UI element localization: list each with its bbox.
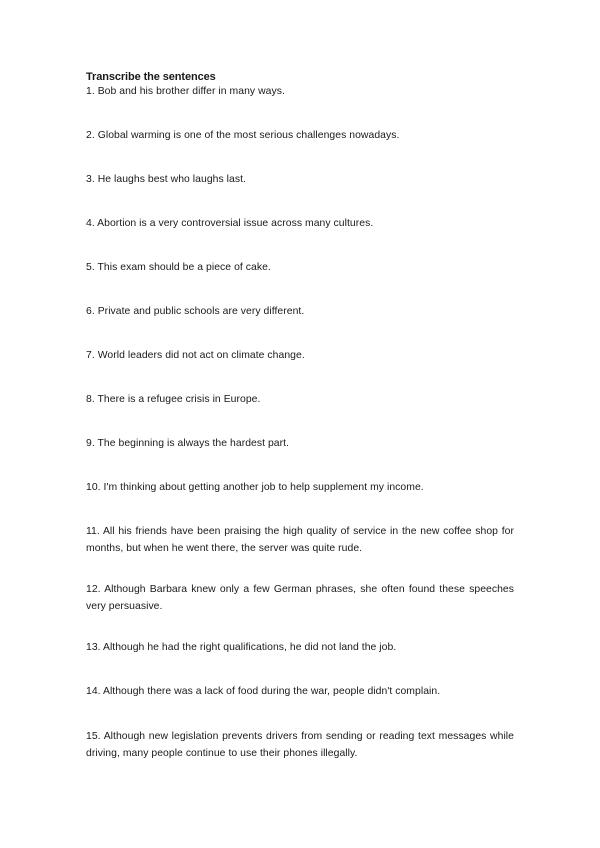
sentence-9: 9. The beginning is always the hardest part.	[86, 438, 290, 449]
sentence-11: 11. All his friends have been praising the high quality of service in the new coffee shop for months, but when he went there, the server was quite rude.	[86, 526, 514, 554]
sentence-4: 4. Abortion is a very controversial issue across many cultures.	[86, 218, 374, 229]
sentence-13: 13. Although he had the right qualifications, he did not land the job.	[86, 642, 397, 653]
sentence-12: 12. Although Barbara knew only a few German phrases, she often found these speeches very persuasive.	[86, 584, 514, 612]
sentence-5: 5. This exam should be a piece of cake.	[86, 262, 271, 273]
sentence-6: 6. Private and public schools are very different.	[86, 306, 305, 317]
sentence-3: 3. He laughs best who laughs last.	[86, 174, 246, 185]
sentence-7: 7. World leaders did not act on climate change.	[86, 350, 305, 361]
sentence-8: 8. There is a refugee crisis in Europe.	[86, 394, 261, 405]
sentence-10: 10. I'm thinking about getting another job to help supplement my income.	[86, 482, 424, 493]
sentence-1: 1. Bob and his brother differ in many ways.	[86, 86, 285, 97]
sentence-15: 15. Although new legislation prevents drivers from sending or reading text messages while driving, many people continue to use their phones illegally.	[86, 731, 514, 759]
sentence-2: 2. Global warming is one of the most serious challenges nowadays.	[86, 130, 400, 141]
page-title: Transcribe the sentences	[86, 71, 216, 83]
sentence-14: 14. Although there was a lack of food during the war, people didn't complain.	[86, 686, 441, 697]
